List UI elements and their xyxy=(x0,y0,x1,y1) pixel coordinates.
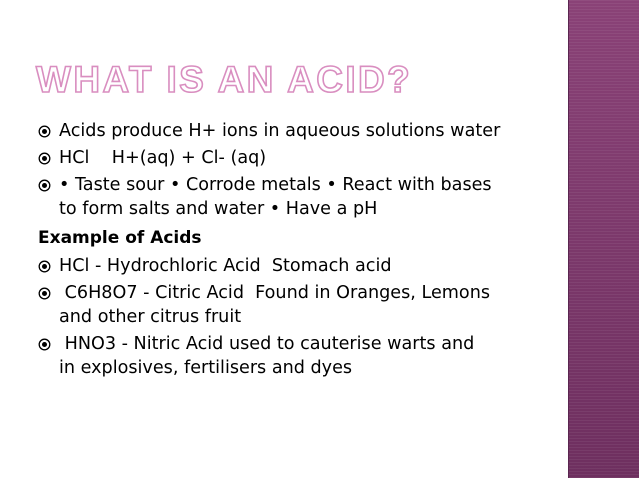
bullet-icon xyxy=(38,332,59,356)
bullet-item xyxy=(38,146,558,170)
bullet-text: HCl H+(aq) + Cl- (aq) xyxy=(59,148,267,168)
bullet-item xyxy=(38,119,558,143)
heading-text: Example of Acids xyxy=(38,228,202,248)
bullet-continuation xyxy=(38,356,558,380)
bullet-continuation xyxy=(38,305,558,329)
slide-title-graphic xyxy=(36,58,413,100)
bullet-item xyxy=(38,332,558,356)
bullet-icon xyxy=(38,146,59,170)
bullet-item xyxy=(38,254,558,278)
bullet-text: HNO3 - Nitric Acid used to cauterise warts and xyxy=(59,334,475,354)
bullet-text: and other citrus fruit xyxy=(59,307,242,327)
title-container xyxy=(36,58,413,100)
slide-title: WHAT IS AN ACID? xyxy=(36,59,413,100)
slide-body xyxy=(38,119,558,380)
bullet-text: • Taste sour • Corrode metals • React with bases xyxy=(59,175,492,195)
bullet-icon xyxy=(38,119,59,143)
section-heading xyxy=(38,226,558,250)
bullet-icon xyxy=(38,173,59,197)
bullet-text: Acids produce H+ ions in aqueous solutions water xyxy=(59,121,501,141)
bullet-item xyxy=(38,173,558,197)
bullet-continuation xyxy=(38,197,558,221)
bullet-text: C6H8O7 - Citric Acid Found in Oranges, Lemons xyxy=(59,283,491,303)
bullet-text: to form salts and water • Have a pH xyxy=(59,199,378,219)
decorative-side-panel xyxy=(568,0,639,478)
bullet-item xyxy=(38,281,558,305)
bullet-icon xyxy=(38,254,59,278)
bullet-icon xyxy=(38,281,59,305)
bullet-text: HCl - Hydrochloric Acid Stomach acid xyxy=(59,256,392,276)
bullet-text: in explosives, fertilisers and dyes xyxy=(59,358,353,378)
